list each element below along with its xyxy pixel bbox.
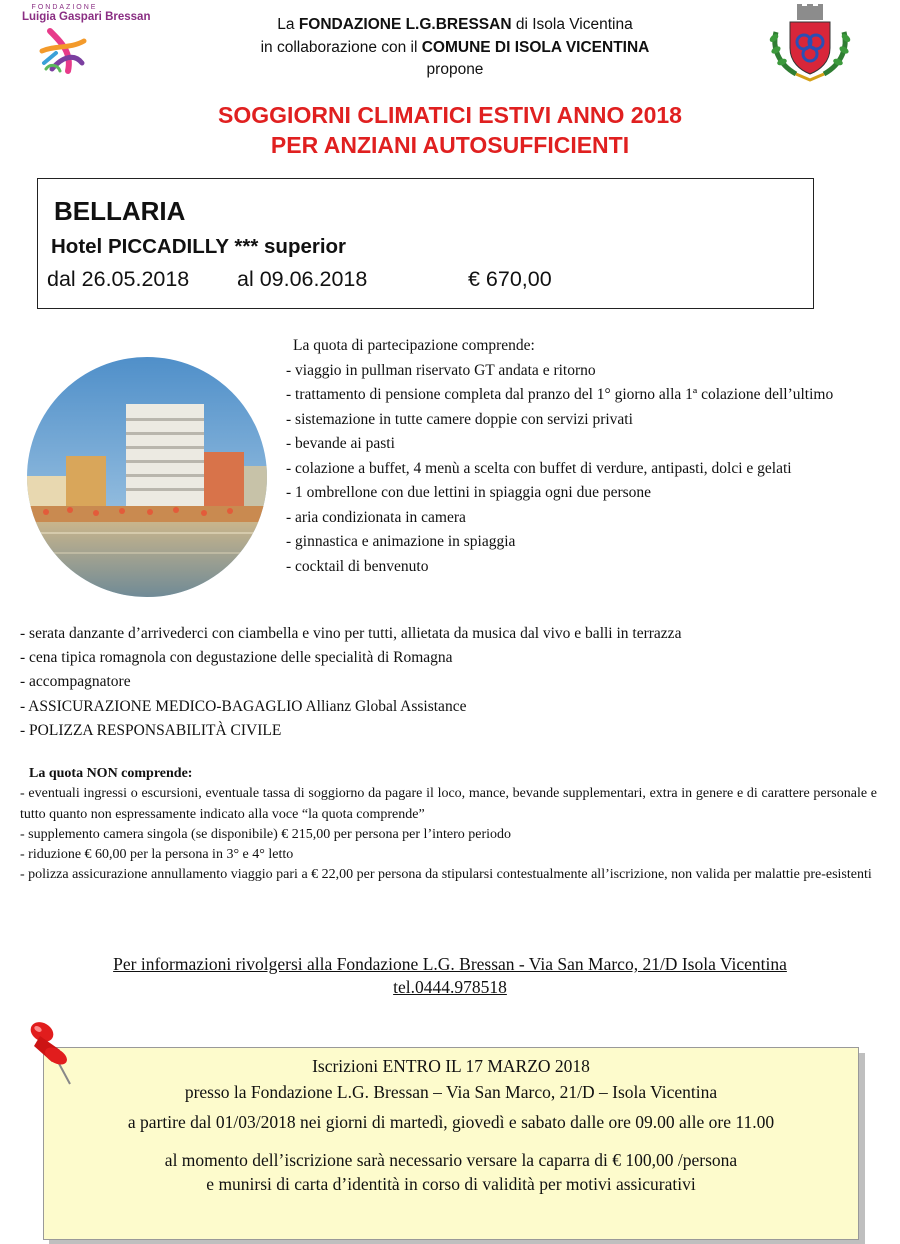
price: € 670,00	[468, 267, 552, 291]
logo-top-text: FONDAZIONE	[31, 4, 98, 11]
list-item: - cocktail di benvenuto	[286, 557, 429, 575]
contact-info	[0, 953, 900, 999]
start-date: dal 26.05.2018	[47, 267, 190, 291]
header-line-1	[180, 14, 730, 37]
list-item: - riduzione € 60,00 per la persona in 3° e 4° letto	[20, 847, 294, 863]
title-line-1: SOGGIORNI CLIMATICI ESTIVI ANNO 2018	[218, 102, 682, 128]
list-item: - supplemento camera singola (se disponibile) € 215,00 per persona per l’intero periodo	[20, 826, 512, 842]
list-item: - ASSICURAZIONE MEDICO-BAGAGLIO Allianz Global Assistance	[20, 697, 467, 715]
foundation-logo	[22, 4, 151, 82]
not-included-list	[20, 764, 877, 886]
list-item: - aria condizionata in camera	[286, 508, 466, 526]
enrollment-deposit: al momento dell’iscrizione sarà necessario versare la caparra di € 100,00 /persona	[164, 1150, 738, 1170]
logo-name-text: Luigia Gaspari Bressan	[22, 11, 151, 23]
end-date: al 09.06.2018	[237, 267, 368, 291]
logo-swirl-icon	[22, 23, 107, 78]
hotel-name: Hotel PICCADILLY *** superior	[51, 235, 347, 258]
municipality-name: COMUNE DI ISOLA VICENTINA	[421, 38, 650, 56]
title-line-2: PER ANZIANI AUTOSUFFICIENTI	[270, 132, 630, 158]
header-line-2	[180, 37, 730, 60]
list-item: - eventuali ingressi o escursioni, eventuale tassa di soggiorno da pagare il loco, mance, bevande supplementari, extra in genere e di carattere personale e tutto quanto non espressamente indicato alla voce “la quota comprende”	[20, 786, 877, 822]
enrollment-deadline: Iscrizioni ENTRO IL 17 MARZO 2018	[312, 1056, 590, 1076]
header-line-2-pre: in collaborazione con il	[260, 38, 422, 56]
enrollment-box	[43, 1047, 859, 1240]
included-list	[286, 334, 876, 579]
page-title	[0, 100, 900, 160]
destination-city: BELLARIA	[54, 196, 186, 226]
list-item: - POLIZZA RESPONSABILITÀ CIVILE	[20, 721, 282, 739]
list-item: - trattamento di pensione completa dal pranzo del 1° giorno alla 1ª colazione dell’ultimo	[286, 386, 834, 403]
list-item: - colazione a buffet, 4 menù a scelta con buffet di verdure, antipasti, dolci e gelati	[286, 459, 792, 477]
hotel-info-box	[37, 178, 814, 309]
contact-phone: tel.0444.978518	[393, 977, 507, 997]
included-list-continued	[20, 622, 880, 743]
list-item: - polizza assicurazione annullamento viaggio pari a € 22,00 per persona da stipularsi contestualmente all’iscrizione, non valida per malattie pre-esistenti	[20, 867, 872, 883]
list-item: - sistemazione in tutte camere doppie con servizi privati	[286, 410, 633, 428]
enrollment-location: presso la Fondazione L.G. Bressan – Via San Marco, 21/D – Isola Vicentina	[184, 1082, 718, 1102]
header-intro	[180, 14, 730, 82]
list-item: - ginnastica e animazione in spiaggia	[286, 533, 516, 550]
list-item: - viaggio in pullman riservato GT andata e ritorno	[286, 361, 596, 379]
list-item: - bevande ai pasti	[286, 435, 395, 452]
enrollment-id-note: e munirsi di carta d’identità in corso di validità per motivi assicurativi	[206, 1174, 696, 1194]
contact-address: Per informazioni rivolgersi alla Fondazione L.G. Bressan - Via San Marco, 21/D Isola Vicentina	[113, 954, 787, 974]
enrollment-schedule: a partire dal 01/03/2018 nei giorni di martedì, giovedì e sabato dalle ore 09.00 alle ore 11.00	[127, 1112, 775, 1132]
not-included-heading: La quota NON comprende:	[29, 766, 193, 781]
pushpin-icon	[26, 1020, 76, 1086]
header-line-1-post: di Isola Vicentina	[511, 16, 633, 33]
foundation-name: FONDAZIONE L.G.BRESSAN	[298, 16, 512, 33]
list-item: - 1 ombrellone con due lettini in spiaggia ogni due persone	[286, 484, 652, 501]
hotel-photo	[26, 356, 268, 598]
header-line-1-pre: La	[277, 16, 299, 33]
municipal-crest-icon	[762, 2, 858, 84]
list-item: - cena tipica romagnola con degustazione delle specialità di Romagna	[20, 649, 453, 667]
included-heading: La quota di partecipazione comprende:	[293, 337, 535, 354]
list-item: - serata danzante d’arrivederci con ciambella e vino per tutti, allietata da musica dal vivo e balli in terrazza	[20, 625, 682, 642]
list-item: - accompagnatore	[20, 673, 131, 691]
header-line-3: propone	[426, 61, 484, 78]
